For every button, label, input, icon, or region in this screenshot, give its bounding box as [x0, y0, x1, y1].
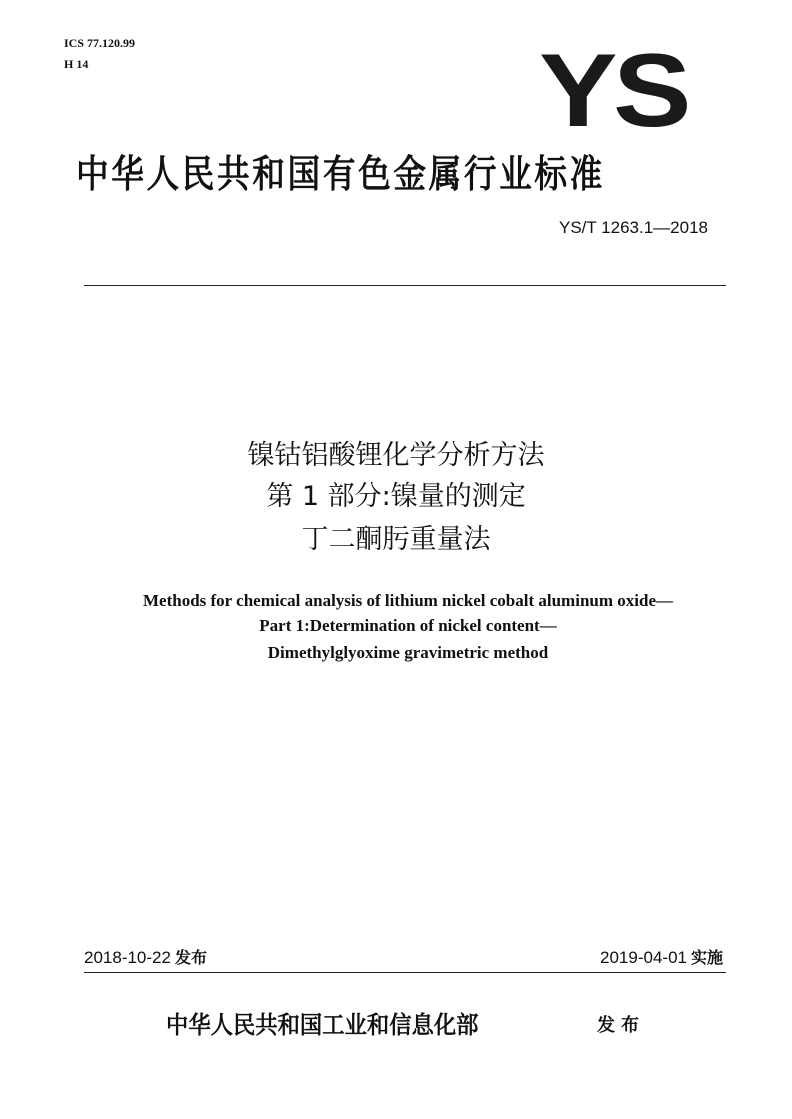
publish-label: 发布 — [174, 948, 207, 967]
ys-logo — [538, 48, 688, 130]
issuing-authority: 中华人民共和国工业和信息化部 — [166, 1010, 479, 1039]
bottom-divider — [84, 972, 726, 973]
implement-label: 实施 — [690, 948, 723, 967]
title-en-line1: Methods for chemical analysis of lithium nickel cobalt aluminum oxide— — [142, 591, 673, 610]
title-zh-line1: 镍钴铝酸锂化学分析方法 — [247, 440, 545, 471]
implement-date-block — [600, 947, 723, 969]
ccs-code: H 14 — [64, 57, 89, 71]
publish-date: 2018-10-22 — [84, 948, 171, 967]
implement-date: 2019-04-01 — [600, 948, 687, 967]
title-zh-line3: 丁二酮肟重量法 — [301, 524, 491, 555]
publish-date-block — [84, 947, 207, 969]
title-en-line2: Part 1:Determination of nickel content— — [259, 616, 557, 635]
ys-logo-text: YS — [539, 48, 688, 130]
title-zh-line2: 第 1 部分:镍量的测定 — [266, 481, 526, 512]
standard-type-title: 中华人民共和国有色金属行业标准 — [76, 152, 605, 196]
title-en-line3: Dimethylglyoxime gravimetric method — [267, 643, 549, 662]
issue-label: 发布 — [597, 1015, 645, 1036]
ics-code: ICS 77.120.99 — [64, 36, 136, 50]
standard-number: YS/T 1263.1—2018 — [558, 218, 708, 237]
top-divider — [84, 285, 726, 286]
